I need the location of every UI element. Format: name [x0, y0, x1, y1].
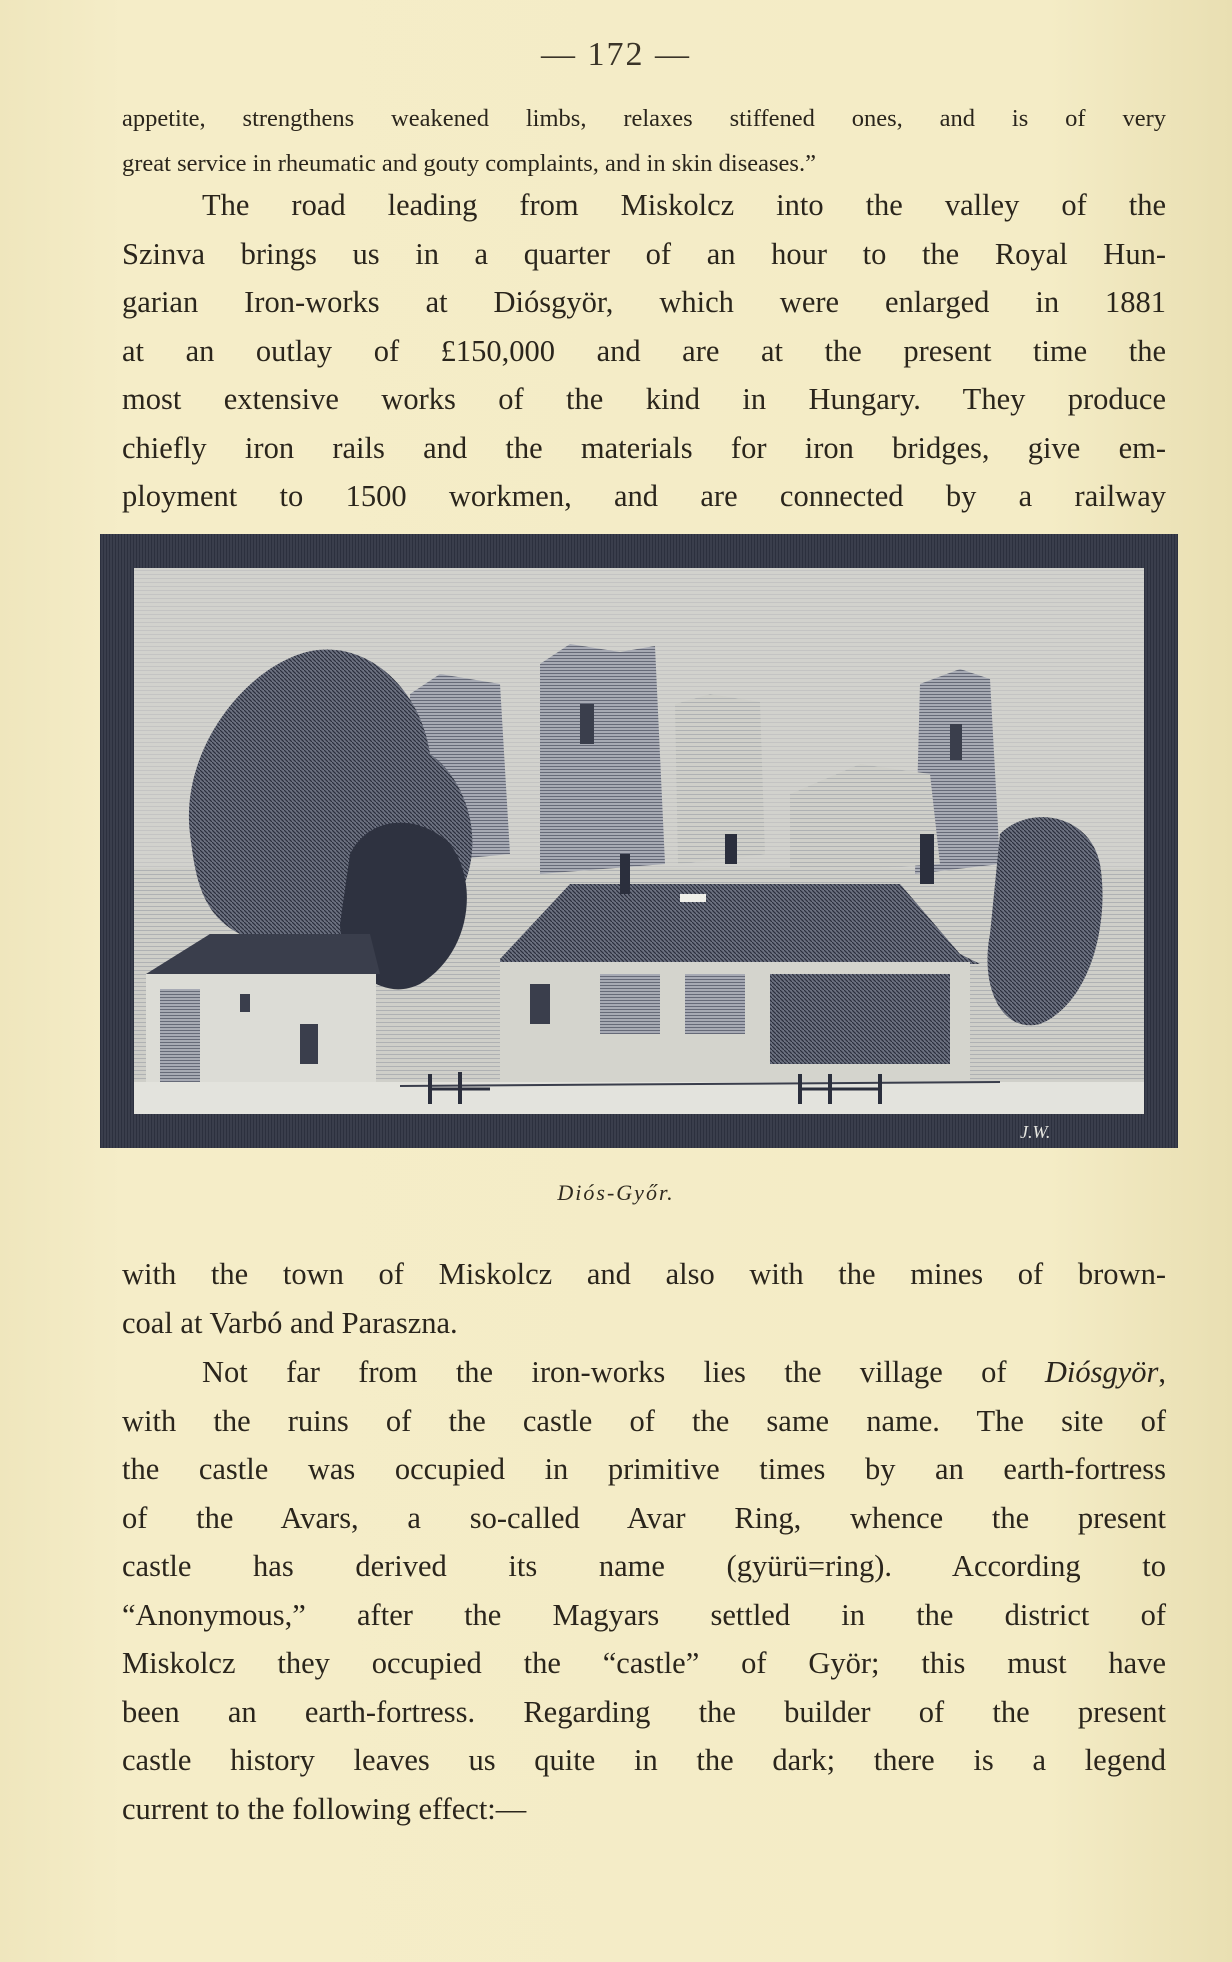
text-line: the castle was occupied in primitive times by an earth-fortress	[122, 1452, 1166, 1486]
text-line: coal at Varbó and Paraszna.	[122, 1305, 458, 1340]
text-line: of the Avars, a so-called Avar Ring, whence the present	[122, 1500, 1166, 1535]
text-line: been an earth-fortress. Regarding the builder of the present	[122, 1694, 1166, 1729]
text-line: The road leading from Miskolcz into the valley of the	[202, 188, 1166, 222]
text-line: castle history leaves us quite in the dark; there is a legend	[122, 1743, 1166, 1777]
text-line: with the town of Miskolcz and also with the mines of brown-	[122, 1257, 1166, 1291]
text-line: with the ruins of the castle of the same name. The site of	[122, 1403, 1166, 1438]
text-line: most extensive works of the kind in Hungary. They produce	[122, 382, 1166, 416]
engraver-signature: J.W.	[1020, 1122, 1051, 1142]
text-line: chiefly iron rails and the materials for iron bridges, give em-	[122, 430, 1166, 465]
paragraph-iron-works	[122, 181, 1166, 521]
quote-continuation	[122, 96, 1166, 186]
text-line: castle has derived its name (gyürü=ring). According to	[122, 1549, 1166, 1583]
text-line	[122, 1348, 1166, 1397]
text-line: ployment to 1500 workmen, and are connected by a railway	[122, 479, 1166, 513]
text-line: at an outlay of £150,000 and are at the present time the	[122, 333, 1166, 368]
text-line: Szinva brings us in a quarter of an hour to the Royal Hun-	[122, 236, 1166, 271]
text-line: great service in rheumatic and gouty complaints, and in skin diseases.”	[122, 150, 816, 177]
text-line: garian Iron-works at Diósgyör, which were enlarged in 1881	[122, 285, 1166, 319]
paragraph-diosgyor-castle	[122, 1348, 1166, 1833]
text-line: Miskolcz they occupied the “castle” of Györ; this must have	[122, 1646, 1166, 1680]
place-name-italic: Diósgyör	[1044, 1355, 1159, 1389]
paragraph-railway	[122, 1250, 1166, 1347]
text-run: ,	[1158, 1355, 1166, 1389]
illustration-caption: Diós-Győr.	[557, 1180, 675, 1205]
text-line: current to the following effect:—	[122, 1791, 527, 1826]
page-number: — 172 —	[541, 36, 691, 73]
text-line: “Anonymous,” after the Magyars settled in the district of	[122, 1597, 1166, 1632]
text-line: appetite, strengthens weakened limbs, relaxes stiffened ones, and is of very	[122, 105, 1166, 132]
engraving-dios-gyor	[100, 534, 1178, 1148]
text-run: Not far from the iron-works lies the village of	[202, 1355, 1045, 1389]
